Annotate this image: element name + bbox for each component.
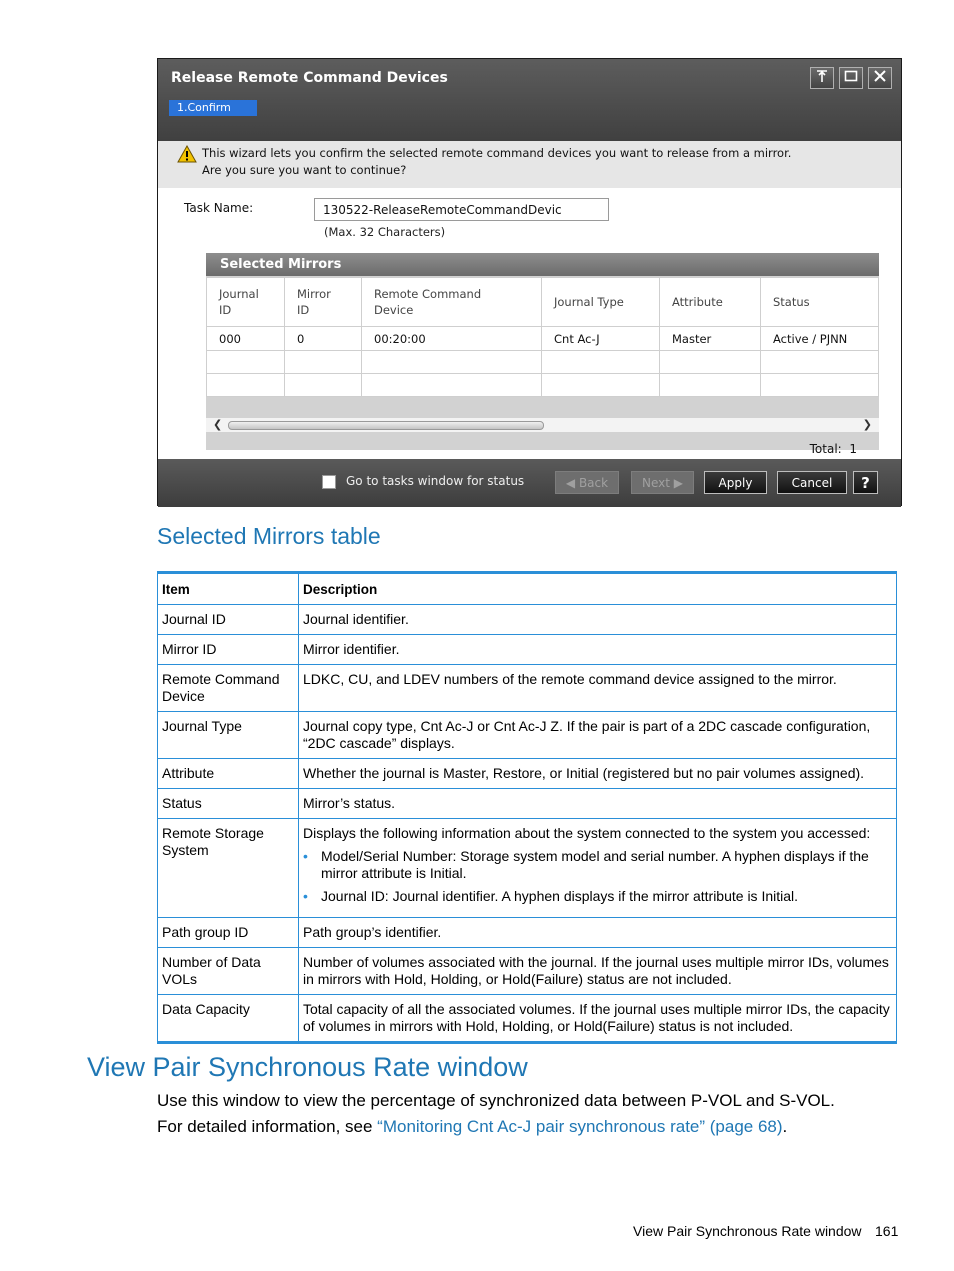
row-item: Path group ID [158,918,299,948]
task-name-hint: (Max. 32 Characters) [324,225,446,239]
row-description: Path group’s identifier. [299,918,897,948]
selected-mirrors-title: Selected Mirrors [206,253,879,276]
column-header-mirror-id[interactable]: Mirror ID [285,278,362,327]
row-item: Remote Storage System [158,819,299,918]
next-arrow-icon: ▶ [673,476,684,490]
monitoring-sync-rate-link[interactable]: “Monitoring Cnt Ac-J pair synchronous rate” (page 68) [377,1117,783,1136]
warning-text [202,145,791,179]
column-header-attribute[interactable]: Attribute [660,278,761,327]
dialog-titlebar [158,59,901,141]
section-title: Selected Mirrors table [157,523,381,549]
scroll-right-icon[interactable]: ❯ [862,418,872,431]
table-row [158,995,897,1043]
selected-mirrors-description-table [157,571,897,1044]
row-description: Mirror’s status. [299,789,897,819]
total-count [810,442,857,456]
row-description [299,819,897,918]
task-name-input[interactable] [314,198,609,221]
selected-mirrors-panel [206,253,879,456]
bullet-item: • Journal ID: Journal identifier. A hyphen displays if the mirror attribute is Initial. [321,888,891,905]
reference-suffix: . [782,1117,788,1136]
row-description: Whether the journal is Master, Restore, or Initial (registered but no pair volumes assigned). [299,759,897,789]
cancel-button[interactable]: Cancel [777,471,847,494]
back-arrow-icon: ◀ [565,476,576,490]
selected-mirrors-table [206,277,879,397]
table-row[interactable] [207,327,879,351]
scrollbar-thumb[interactable] [228,421,544,430]
dialog-title: Release Remote Command Devices [171,70,448,86]
row-description: Number of volumes associated with the journal. If the journal uses multiple mirror IDs, volumes in mirrors with Hold, Holding, or Hold(Failure) status are not included. [299,948,897,995]
bullet-item: • Model/Serial Number: Storage system model and serial number. A hyphen displays if the mirror attribute is Initial. [321,848,891,882]
warning-icon [177,145,197,163]
next-button[interactable]: Next ▶ [631,471,694,494]
back-button[interactable]: ◀ Back [555,471,619,494]
column-header-status[interactable]: Status [761,278,879,327]
cell-remote-command-device: 00:20:00 [362,327,542,351]
cell-attribute: Master [660,327,761,351]
row-description: LDKC, CU, and LDEV numbers of the remote command device assigned to the mirror. [299,665,897,712]
row-description: Journal copy type, Cnt Ac-J or Cnt Ac-J Z. If the pair is part of a 2DC cascade configuration, “2DC cascade” displays. [299,712,897,759]
table-row [158,605,897,635]
row-item: Data Capacity [158,995,299,1043]
page-number: 161 [875,1223,899,1239]
help-button[interactable]: ? [853,471,878,494]
warning-line-2: Are you sure you want to continue? [202,163,407,177]
warning-band [158,141,901,188]
empty-row [207,374,879,397]
column-header-remote-command-device[interactable]: Remote Command Device [362,278,542,327]
go-to-tasks-label: Go to tasks window for status [346,474,525,488]
step-tab-confirm[interactable]: 1.Confirm [169,100,257,116]
horizontal-scrollbar[interactable] [206,418,879,432]
cell-journal-type: Cnt Ac-J [542,327,660,351]
release-remote-command-devices-dialog [157,58,902,506]
table-header-row [158,573,897,605]
table-row [158,665,897,712]
dialog-footer [158,459,901,507]
header-description: Description [299,573,897,605]
table-row [158,819,897,918]
row-description-text: Displays the following information about the system connected to the system you accessed: [303,825,871,841]
table-row [158,712,897,759]
dialog-body [158,141,901,459]
row-item: Number of Data VOLs [158,948,299,995]
close-icon[interactable] [868,67,892,89]
table-row [158,635,897,665]
go-to-tasks-checkbox[interactable] [322,475,336,489]
running-footer-title: View Pair Synchronous Rate window [633,1223,862,1239]
reference-prefix: For detailed information, see [157,1117,378,1136]
row-description: Mirror identifier. [299,635,897,665]
row-item: Status [158,789,299,819]
row-item: Journal Type [158,712,299,759]
table-row [158,759,897,789]
row-item: Mirror ID [158,635,299,665]
table-row [158,948,897,995]
task-name-label: Task Name: [184,201,254,215]
table-row [158,789,897,819]
row-item: Remote Command Device [158,665,299,712]
empty-row [207,351,879,374]
row-item: Attribute [158,759,299,789]
total-value: 1 [849,442,857,456]
bullet-list [303,848,891,905]
cell-status: Active / PJNN [761,327,879,351]
row-description: Journal identifier. [299,605,897,635]
row-item: Journal ID [158,605,299,635]
table-header-row [207,278,879,327]
column-header-journal-type[interactable]: Journal Type [542,278,660,327]
pin-icon[interactable] [810,67,834,89]
column-header-journal-id[interactable]: Journal ID [207,278,285,327]
warning-line-1: This wizard lets you confirm the selected remote command devices you want to release from a mirror. [202,146,792,160]
reference-paragraph [157,1117,787,1137]
maximize-icon[interactable] [839,67,863,89]
scroll-left-icon[interactable]: ❮ [213,418,223,431]
header-item: Item [158,573,299,605]
cell-mirror-id: 0 [285,327,362,351]
apply-button[interactable]: Apply [704,471,767,494]
intro-paragraph: Use this window to view the percentage of synchronized data between P-VOL and S-VOL. [157,1091,835,1110]
row-description: Total capacity of all the associated volumes. If the journal uses multiple mirror IDs, the capacity of volumes in mirrors with Hold, Holding, or Hold(Failure) status is not included. [299,995,897,1043]
total-label: Total: [809,442,842,456]
table-row [158,918,897,948]
cell-journal-id: 000 [207,327,285,351]
page-heading: View Pair Synchronous Rate window [87,1052,528,1082]
